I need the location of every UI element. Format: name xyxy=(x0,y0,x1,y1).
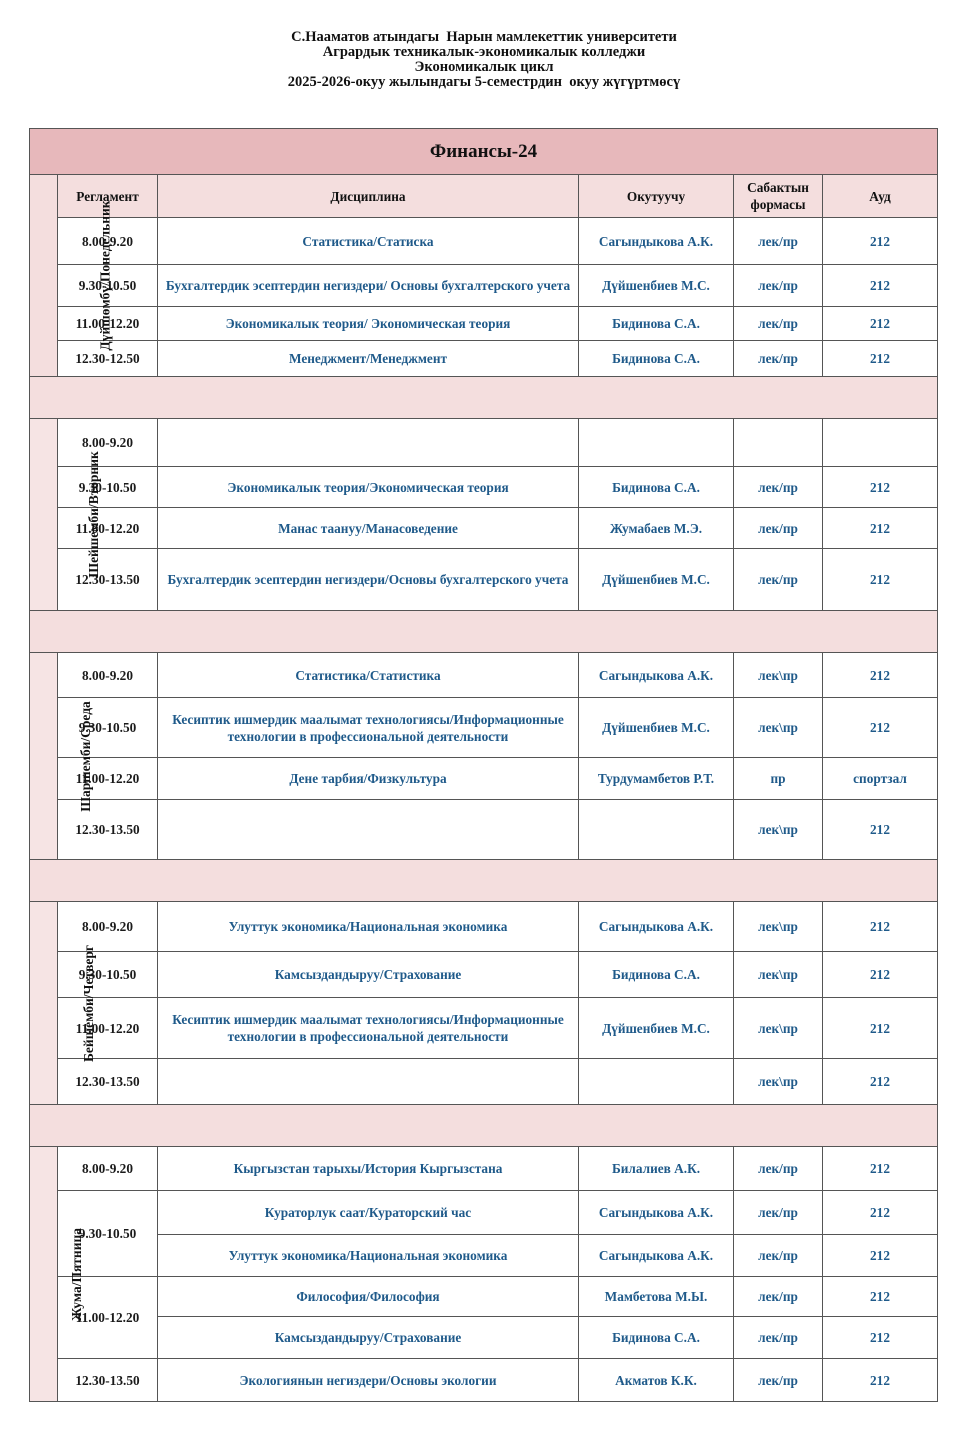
table-row xyxy=(30,265,938,307)
col-time-header: Регламент xyxy=(58,175,158,218)
cycle-name: Экономикалык цикл xyxy=(414,59,554,75)
form-cell: лек\пр xyxy=(734,698,823,758)
teacher-cell: Мамбетова М.Ы. xyxy=(579,1277,734,1317)
teacher-cell: Бидинова С.А. xyxy=(579,467,734,508)
teacher-cell: Бидинова С.А. xyxy=(579,952,734,998)
document-header xyxy=(0,30,968,90)
time-cell: 9.30-10.50 xyxy=(58,265,158,307)
day-label-wed: Шаршемби/Среда xyxy=(30,653,58,860)
subject-cell: Кураторлук саат/Кураторский час xyxy=(158,1191,579,1235)
room-cell: 212 xyxy=(823,800,938,860)
column-header-row xyxy=(30,175,938,218)
room-cell: 212 xyxy=(823,1147,938,1191)
room-cell: 212 xyxy=(823,1191,938,1235)
time-cell: 9.30-10.50 xyxy=(58,467,158,508)
room-cell: 212 xyxy=(823,218,938,265)
teacher-cell: Турдумамбетов Р.Т. xyxy=(579,758,734,800)
table-row xyxy=(30,419,938,467)
col-teacher-header: Окутуучу xyxy=(579,175,734,218)
time-cell: 9.30-10.50 xyxy=(58,698,158,758)
form-cell: лек/пр xyxy=(734,218,823,265)
room-cell: 212 xyxy=(823,1059,938,1105)
table-row xyxy=(30,307,938,341)
form-cell: лек/пр xyxy=(734,467,823,508)
form-cell: лек/пр xyxy=(734,1277,823,1317)
form-cell: пр xyxy=(734,758,823,800)
teacher-cell: Сагындыкова А.К. xyxy=(579,653,734,698)
day-label-thu: Бейшемби/Четверг xyxy=(30,902,58,1105)
teacher-cell: Дүйшенбиев М.С. xyxy=(579,549,734,611)
schedule-title: 2025-2026-окуу жылындагы 5-семестрдин окуу жүгүртмөсү xyxy=(287,74,681,90)
time-cell: 8.00-9.20 xyxy=(58,902,158,952)
room-cell: 212 xyxy=(823,265,938,307)
form-cell: лек/пр xyxy=(734,1191,823,1235)
table-row xyxy=(30,1059,938,1105)
subject-cell: Улуттук экономика/Национальная экономика xyxy=(158,1235,579,1277)
form-cell: лек\пр xyxy=(734,952,823,998)
form-cell xyxy=(734,419,823,467)
room-cell: 212 xyxy=(823,467,938,508)
teacher-cell: Билалиев А.К. xyxy=(579,1147,734,1191)
room-cell: 212 xyxy=(823,307,938,341)
subject-cell: Кыргызстан тарыхы/История Кыргызстана xyxy=(158,1147,579,1191)
time-cell: 9.30-10.50 xyxy=(58,952,158,998)
table-row xyxy=(30,998,938,1059)
form-cell: лек/пр xyxy=(734,508,823,549)
subject-cell: Кесиптик ишмердик маалымат технологиясы/Информационные технологии в профессиональной деятельности xyxy=(158,698,579,758)
subject-cell: Экономикалык теория/ Экономическая теория xyxy=(158,307,579,341)
subject-cell: Экологиянын негиздери/Основы экологии xyxy=(158,1359,579,1402)
teacher-cell xyxy=(579,800,734,860)
day-label-mon: Дүйшөмбү/Понедельник xyxy=(30,175,58,377)
table-row xyxy=(30,653,938,698)
subject-cell: Камсыздандыруу/Страхование xyxy=(158,1317,579,1359)
room-cell: 212 xyxy=(823,653,938,698)
teacher-cell: Бидинова С.А. xyxy=(579,341,734,377)
teacher-cell xyxy=(579,1059,734,1105)
room-cell: 212 xyxy=(823,998,938,1059)
day-separator xyxy=(30,860,938,902)
teacher-cell: Бидинова С.А. xyxy=(579,1317,734,1359)
room-cell: 212 xyxy=(823,1235,938,1277)
teacher-cell: Дүйшенбиев М.С. xyxy=(579,698,734,758)
time-cell: 12.30-13.50 xyxy=(58,1059,158,1105)
teacher-cell: Дүйшенбиев М.С. xyxy=(579,998,734,1059)
room-cell: 212 xyxy=(823,549,938,611)
table-row xyxy=(30,1317,938,1359)
form-cell: лек/пр xyxy=(734,1147,823,1191)
teacher-cell: Акматов К.К. xyxy=(579,1359,734,1402)
room-cell: 212 xyxy=(823,508,938,549)
subject-cell: Философия/Философия xyxy=(158,1277,579,1317)
form-cell: лек/пр xyxy=(734,1235,823,1277)
subject-cell: Кесиптик ишмердик маалымат технологиясы/Информационные технологии в профессиональной деятельности xyxy=(158,998,579,1059)
group-title: Финансы-24 xyxy=(30,129,938,175)
table-row xyxy=(30,1359,938,1402)
col-discipline-header: Дисциплина xyxy=(158,175,579,218)
table-row xyxy=(30,902,938,952)
table-row xyxy=(30,218,938,265)
room-cell: 212 xyxy=(823,1277,938,1317)
subject-cell: Бухгалтердик эсептердин негиздери/ Основы бухгалтерского учета xyxy=(158,265,579,307)
form-cell: лек\пр xyxy=(734,902,823,952)
subject-cell xyxy=(158,419,579,467)
subject-cell: Менеджмент/Менеджмент xyxy=(158,341,579,377)
form-cell: лек\пр xyxy=(734,800,823,860)
table-row xyxy=(30,698,938,758)
table-row xyxy=(30,1191,938,1235)
form-cell: лек\пр xyxy=(734,998,823,1059)
table-row xyxy=(30,1235,938,1277)
day-label-tue: Шейшемби/Вторник xyxy=(30,419,58,611)
form-cell: лек/пр xyxy=(734,1317,823,1359)
col-form-header: Сабактын формасы xyxy=(734,175,823,218)
room-cell: 212 xyxy=(823,1317,938,1359)
col-room-header: Ауд xyxy=(823,175,938,218)
time-cell: 8.00-9.20 xyxy=(58,653,158,698)
time-cell: 11.00-12.20 xyxy=(58,508,158,549)
form-cell: лек\пр xyxy=(734,1059,823,1105)
time-cell: 11.00-12.20 xyxy=(58,1277,158,1359)
subject-cell: Статистика/Статистика xyxy=(158,653,579,698)
time-cell: 9.30-10.50 xyxy=(58,1191,158,1277)
table-row xyxy=(30,549,938,611)
table-row xyxy=(30,1147,938,1191)
subject-cell xyxy=(158,1059,579,1105)
form-cell: лек/пр xyxy=(734,341,823,377)
room-cell: 212 xyxy=(823,698,938,758)
teacher-cell: Сагындыкова А.К. xyxy=(579,1191,734,1235)
room-cell: 212 xyxy=(823,341,938,377)
table-row xyxy=(30,1277,938,1317)
table-row xyxy=(30,758,938,800)
time-cell: 11.00-12.20 xyxy=(58,998,158,1059)
room-cell xyxy=(823,419,938,467)
table-row xyxy=(30,341,938,377)
subject-cell: Улуттук экономика/Национальная экономика xyxy=(158,902,579,952)
time-cell: 12.30-13.50 xyxy=(58,800,158,860)
table-row xyxy=(30,800,938,860)
teacher-cell: Сагындыкова А.К. xyxy=(579,218,734,265)
form-cell: лек/пр xyxy=(734,265,823,307)
day-separator xyxy=(30,377,938,419)
college-name: Агрардык техникалык-экономикалык колледжи xyxy=(322,44,646,60)
teacher-cell: Бидинова С.А. xyxy=(579,307,734,341)
room-cell: спортзал xyxy=(823,758,938,800)
schedule-table xyxy=(29,128,938,1402)
room-cell: 212 xyxy=(823,952,938,998)
teacher-cell: Сагындыкова А.К. xyxy=(579,1235,734,1277)
university-name: С.Нааматов атындагы Нарын мамлекеттик университети xyxy=(291,29,677,45)
subject-cell: Камсыздандыруу/Страхование xyxy=(158,952,579,998)
room-cell: 212 xyxy=(823,902,938,952)
day-separator xyxy=(30,1105,938,1147)
subject-cell: Экономикалык теория/Экономическая теория xyxy=(158,467,579,508)
form-cell: лек/пр xyxy=(734,549,823,611)
table-row xyxy=(30,467,938,508)
subject-cell: Манас таануу/Манасоведение xyxy=(158,508,579,549)
time-cell: 8.00-9.20 xyxy=(58,419,158,467)
teacher-cell: Дүйшенбиев М.С. xyxy=(579,265,734,307)
day-label-fri: Жума/Пятница xyxy=(30,1147,58,1402)
teacher-cell xyxy=(579,419,734,467)
time-cell: 11.00-12.20 xyxy=(58,307,158,341)
teacher-cell: Жумабаев М.Э. xyxy=(579,508,734,549)
form-cell: лек\пр xyxy=(734,653,823,698)
table-row xyxy=(30,952,938,998)
time-cell: 8.00-9.20 xyxy=(58,218,158,265)
subject-cell: Дене тарбия/Физкультура xyxy=(158,758,579,800)
day-separator xyxy=(30,611,938,653)
time-cell: 12.30-13.50 xyxy=(58,549,158,611)
time-cell: 12.30-12.50 xyxy=(58,341,158,377)
form-cell: лек/пр xyxy=(734,307,823,341)
form-cell: лек/пр xyxy=(734,1359,823,1402)
time-cell: 11.00-12.20 xyxy=(58,758,158,800)
subject-cell: Статистика/Статиска xyxy=(158,218,579,265)
subject-cell: Бухгалтердик эсептердин негиздери/Основы бухгалтерского учета xyxy=(158,549,579,611)
table-row xyxy=(30,508,938,549)
subject-cell xyxy=(158,800,579,860)
teacher-cell: Сагындыкова А.К. xyxy=(579,902,734,952)
room-cell: 212 xyxy=(823,1359,938,1402)
time-cell: 12.30-13.50 xyxy=(58,1359,158,1402)
time-cell: 8.00-9.20 xyxy=(58,1147,158,1191)
